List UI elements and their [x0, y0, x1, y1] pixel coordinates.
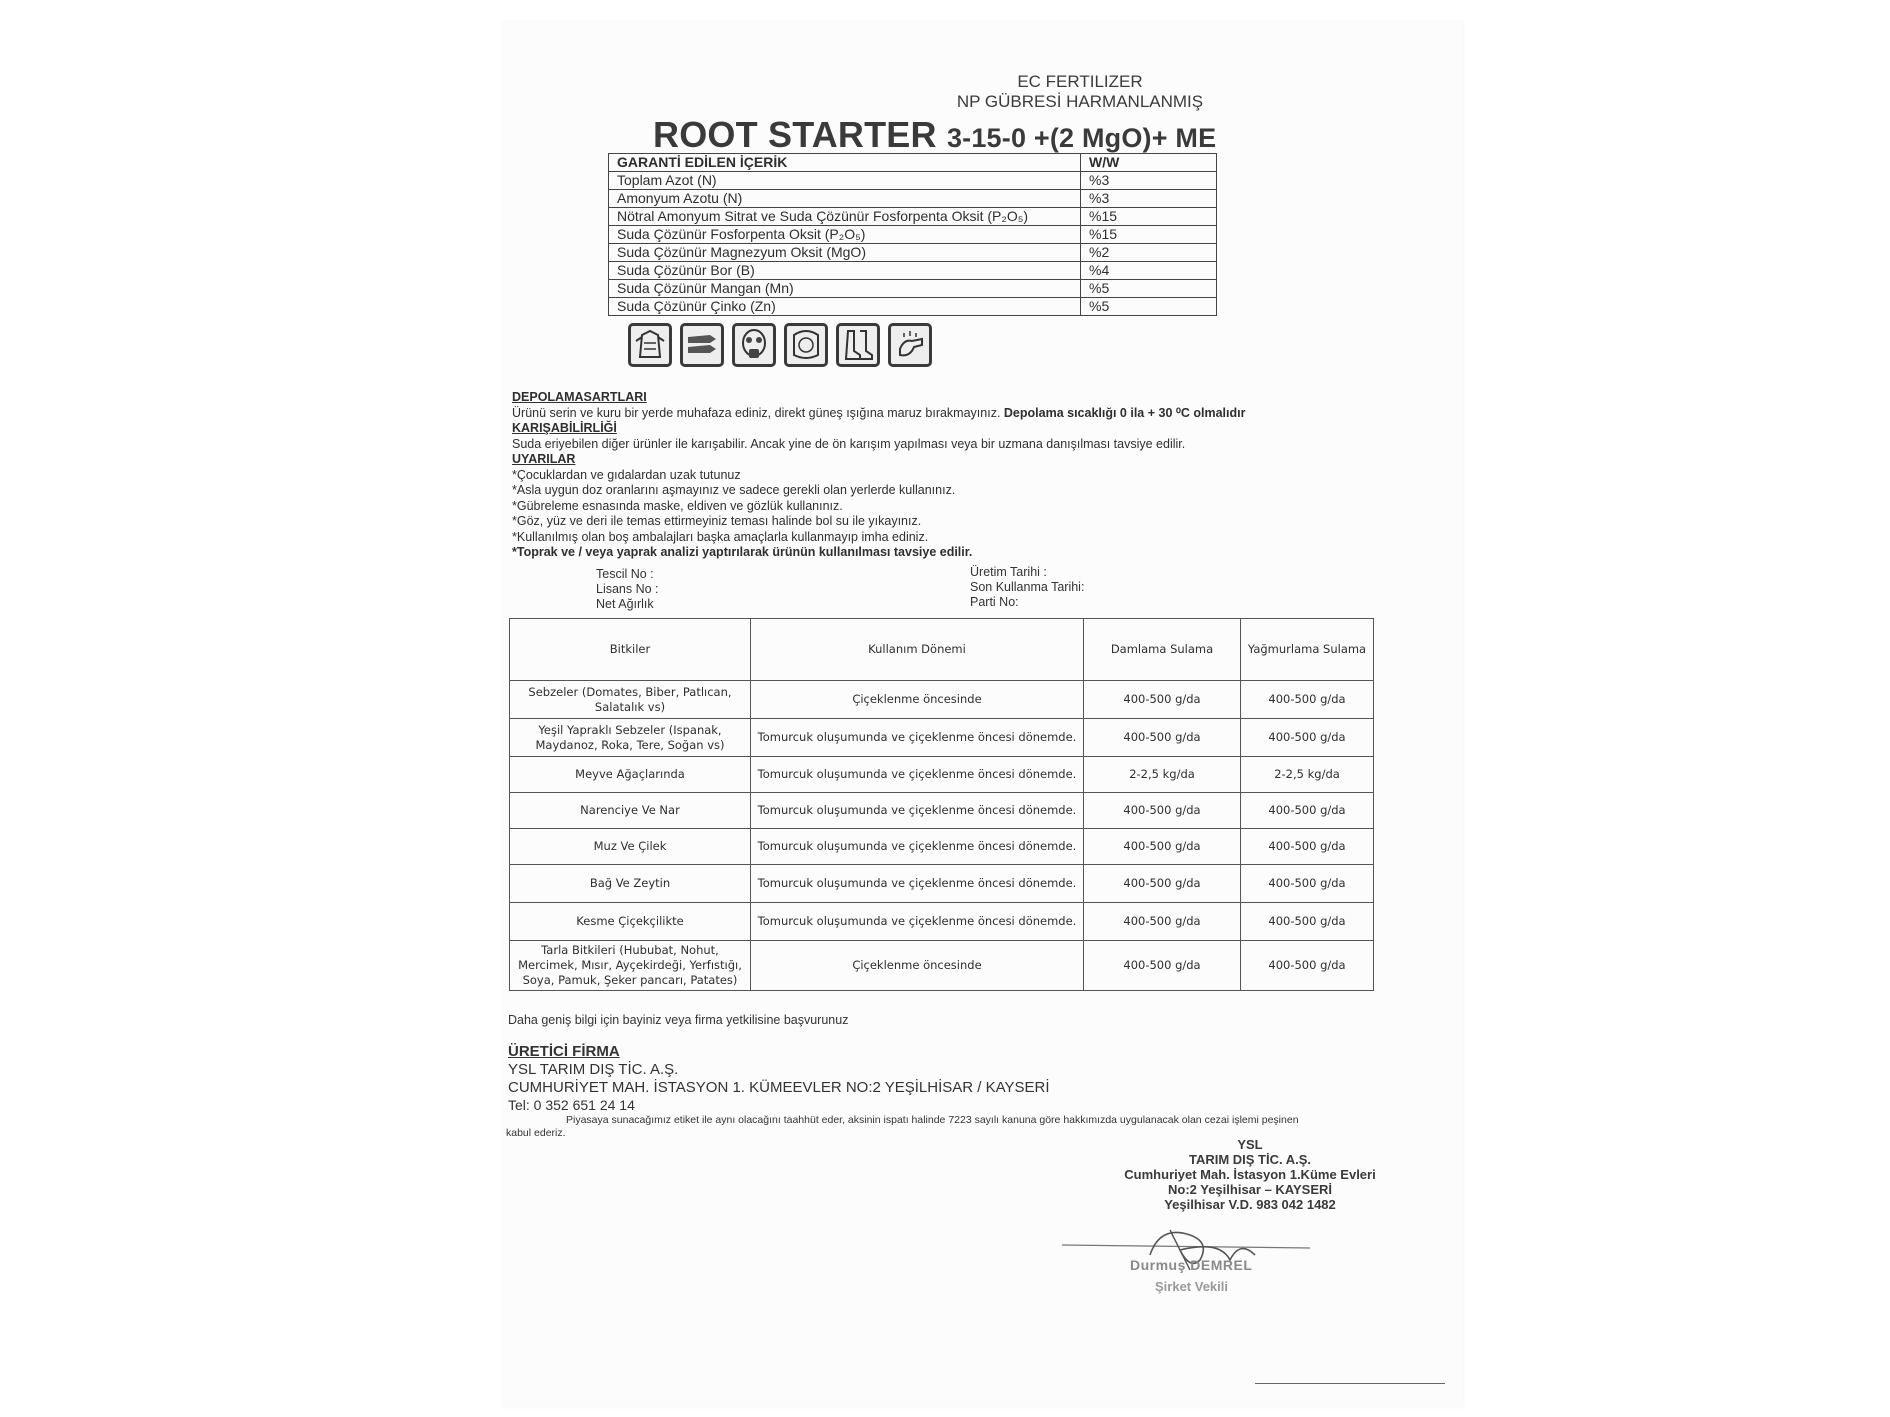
table-row	[609, 226, 1217, 244]
drip-cell: 400-500 g/da	[1084, 681, 1241, 719]
nutrient-value: %4	[1081, 262, 1217, 280]
bottom-rule	[1255, 1383, 1445, 1384]
sprinkler-cell: 400-500 g/da	[1241, 829, 1374, 865]
warning-item: *Kullanılmış olan boş ambalajları başka amaçlarla kullanmayıp imha ediniz.	[512, 529, 929, 544]
gas-mask-icon	[732, 323, 776, 367]
stamp-line: YSL	[1237, 1137, 1263, 1152]
period-cell: Çiçeklenme öncesinde	[751, 681, 1084, 719]
nutrient-value: %3	[1081, 190, 1217, 208]
table-row	[510, 719, 1374, 757]
table-header-row	[609, 154, 1217, 172]
storage-heading: DEPOLAMASARTLARI	[512, 390, 647, 404]
usage-table	[509, 618, 1374, 991]
col-drip: Damlama Sulama	[1084, 619, 1241, 681]
period-cell: Tomurcuk oluşumunda ve çiçeklenme öncesi dönemde.	[751, 719, 1084, 757]
period-cell: Tomurcuk oluşumunda ve çiçeklenme öncesi dönemde.	[751, 865, 1084, 903]
gloves-icon	[680, 323, 724, 367]
stamp-line: TARIM DIŞ TİC. A.Ş.	[1188, 1152, 1312, 1167]
hand-wash-icon	[888, 323, 932, 367]
nutrient-value: %5	[1081, 298, 1217, 316]
table-row	[510, 829, 1374, 865]
net-weight: Net Ağırlık	[596, 597, 654, 611]
table-row	[609, 172, 1217, 190]
table-row	[609, 262, 1217, 280]
registration-left	[596, 567, 659, 612]
safety-icons	[628, 323, 932, 367]
warning-item: *Gübreleme esnasında maske, eldiven ve gözlük kullanınız.	[512, 498, 843, 513]
guarantee-header: GARANTİ EDİLEN İÇERİK	[609, 154, 1081, 172]
sprinkler-cell: 400-500 g/da	[1241, 941, 1374, 991]
col-sprinkler: Yağmurlama Sulama	[1241, 619, 1374, 681]
nutrient-label: Suda Çözünür Bor (B)	[609, 262, 1081, 280]
nutrient-value: %3	[1081, 172, 1217, 190]
table-row	[510, 757, 1374, 793]
nutrient-label: Nötral Amonyum Sitrat ve Suda Çözünür Fosforpenta Oksit (P₂O₅)	[609, 208, 1081, 226]
sprinkler-cell: 400-500 g/da	[1241, 865, 1374, 903]
ww-header: W/W	[1081, 154, 1217, 172]
plant-cell: Meyve Ağaçlarında	[510, 757, 751, 793]
plant-cell: Sebzeler (Domates, Biber, Patlıcan, Salatalık vs)	[510, 681, 751, 719]
sprinkler-cell: 400-500 g/da	[1241, 903, 1374, 941]
usage-header-row	[510, 619, 1374, 681]
disclaimer-line-2: kabul ederiz.	[506, 1127, 566, 1139]
stamp-line: Cumhuriyet Mah. İstasyon 1.Küme Evleri	[1124, 1167, 1376, 1182]
more-info: Daha geniş bilgi için bayiniz veya firma yetkilisine başvurunuz	[508, 1013, 849, 1027]
table-row	[510, 865, 1374, 903]
lisans-no: Lisans No :	[596, 582, 659, 596]
plant-cell: Kesme Çiçekçilikte	[510, 903, 751, 941]
stamp-line: No:2 Yeşilhisar – KAYSERİ	[1167, 1182, 1333, 1197]
company-address: CUMHURİYET MAH. İSTASYON 1. KÜMEEVLER NO:2 YEŞİLHİSAR / KAYSERİ	[508, 1079, 1050, 1096]
registration-right	[970, 565, 1084, 610]
product-title	[653, 114, 1216, 156]
plant-cell: Bağ Ve Zeytin	[510, 865, 751, 903]
protective-suit-icon	[628, 323, 672, 367]
guarantee-table	[608, 153, 1217, 316]
nutrient-label: Suda Çözünür Çinko (Zn)	[609, 298, 1081, 316]
product-formula: 3-15-0 +(2 MgO)+ ME	[946, 123, 1217, 153]
signer-name: Durmuş DEMREL	[1130, 1257, 1253, 1273]
warning-item: *Çocuklardan ve gıdalardan uzak tutunuz	[512, 467, 741, 482]
nutrient-value: %5	[1081, 280, 1217, 298]
face-shield-icon	[784, 323, 828, 367]
warning-item: *Asla uygun doz oranlarını aşmayınız ve sadece gerekli olan yerlerde kullanınız.	[512, 483, 956, 497]
stamp-line: Yeşilhisar V.D. 983 042 1482	[1164, 1197, 1336, 1212]
warning-item: *Göz, yüz ve deri ile temas ettirmeyiniz teması halinde bol su ile yıkayınız.	[512, 514, 922, 528]
period-cell: Çiçeklenme öncesinde	[751, 941, 1084, 991]
signer-title: Şirket Vekili	[1155, 1279, 1228, 1294]
nutrient-label: Toplam Azot (N)	[609, 172, 1081, 190]
col-plants: Bitkiler	[510, 619, 751, 681]
table-row	[609, 298, 1217, 316]
plant-cell: Muz Ve Çilek	[510, 829, 751, 865]
drip-cell: 400-500 g/da	[1084, 793, 1241, 829]
nutrient-value: %15	[1081, 208, 1217, 226]
compatibility-text: Suda eriyebilen diğer ürünler ile karışabilir. Ancak yine de ön karışım yapılması veya bir uzmana danışılması tavsiye edilir.	[512, 436, 1186, 451]
plant-cell: Tarla Bitkileri (Hububat, Nohut, Mercimek, Mısır, Ayçekirdeği, Yerfıstığı, Soya, Pamuk, Şeker pancarı, Patates)	[510, 941, 751, 991]
storage-text: Ürünü serin ve kuru bir yerde muhafaza ediniz, direkt güneş ışığına maruz bırakmayınız.	[512, 405, 1001, 420]
header-line-1: EC FERTILIZER	[1017, 72, 1143, 91]
warning-item-bold: *Toprak ve / veya yaprak analizi yaptırılarak ürünün kullanılması tavsiye edilir.	[512, 545, 973, 559]
expiry-date: Son Kullanma Tarihi:	[970, 580, 1085, 594]
table-row	[609, 208, 1217, 226]
table-row	[609, 280, 1217, 298]
company-tel: Tel: 0 352 651 24 14	[508, 1097, 635, 1113]
table-row	[510, 941, 1374, 991]
sprinkler-cell: 2-2,5 kg/da	[1241, 757, 1374, 793]
disclaimer-line-1: Piyasaya sunacağımız etiket ile aynı olacağını taahhüt eder, aksinin ispatı halinde 7223 sayılı kanuna göre hakkımızda uygulanacak olan cezai işlemi peşinen	[566, 1114, 1299, 1126]
storage-text-line	[512, 406, 1245, 422]
table-row	[510, 903, 1374, 941]
table-row	[609, 244, 1217, 262]
sprinkler-cell: 400-500 g/da	[1241, 719, 1374, 757]
nutrient-value: %15	[1081, 226, 1217, 244]
tescil-no: Tescil No :	[596, 567, 654, 581]
company-name: YSL TARIM DIŞ TİC. A.Ş.	[508, 1061, 679, 1078]
drip-cell: 400-500 g/da	[1084, 865, 1241, 903]
lot-no: Parti No:	[970, 595, 1019, 609]
period-cell: Tomurcuk oluşumunda ve çiçeklenme öncesi dönemde.	[751, 829, 1084, 865]
period-cell: Tomurcuk oluşumunda ve çiçeklenme öncesi dönemde.	[751, 757, 1084, 793]
boots-icon	[836, 323, 880, 367]
nutrient-label: Suda Çözünür Fosforpenta Oksit (P₂O₅)	[609, 226, 1081, 244]
production-date: Üretim Tarihi :	[970, 565, 1047, 579]
table-row	[510, 793, 1374, 829]
nutrient-label: Suda Çözünür Mangan (Mn)	[609, 280, 1081, 298]
plant-cell: Yeşil Yapraklı Sebzeler (Ispanak, Maydanoz, Roka, Tere, Soğan vs)	[510, 719, 751, 757]
plant-cell: Narenciye Ve Nar	[510, 793, 751, 829]
table-row	[510, 681, 1374, 719]
drip-cell: 400-500 g/da	[1084, 829, 1241, 865]
col-period: Kullanım Dönemi	[751, 619, 1084, 681]
drip-cell: 400-500 g/da	[1084, 941, 1241, 991]
drip-cell: 2-2,5 kg/da	[1084, 757, 1241, 793]
company-stamp	[1080, 1137, 1420, 1212]
drip-cell: 400-500 g/da	[1084, 719, 1241, 757]
storage-temperature: Depolama sıcaklığı 0 ila + 30 ⁰C olmalıdır	[1003, 405, 1246, 420]
producer-heading: ÜRETİCİ FİRMA	[508, 1043, 620, 1060]
sprinkler-cell: 400-500 g/da	[1241, 681, 1374, 719]
nutrient-label: Amonyum Azotu (N)	[609, 190, 1081, 208]
product-name: ROOT STARTER	[653, 114, 937, 155]
header-line-2: NP GÜBRESİ HARMANLANMIŞ	[956, 92, 1204, 111]
sprinkler-cell: 400-500 g/da	[1241, 793, 1374, 829]
period-cell: Tomurcuk oluşumunda ve çiçeklenme öncesi dönemde.	[751, 793, 1084, 829]
warnings-heading: UYARILAR	[512, 452, 576, 466]
period-cell: Tomurcuk oluşumunda ve çiçeklenme öncesi dönemde.	[751, 903, 1084, 941]
compatibility-heading: KARIŞABİLİRLİĞİ	[512, 421, 617, 435]
nutrient-value: %2	[1081, 244, 1217, 262]
nutrient-label: Suda Çözünür Magnezyum Oksit (MgO)	[609, 244, 1081, 262]
table-row	[609, 190, 1217, 208]
storage-section	[512, 390, 1245, 561]
drip-cell: 400-500 g/da	[1084, 903, 1241, 941]
